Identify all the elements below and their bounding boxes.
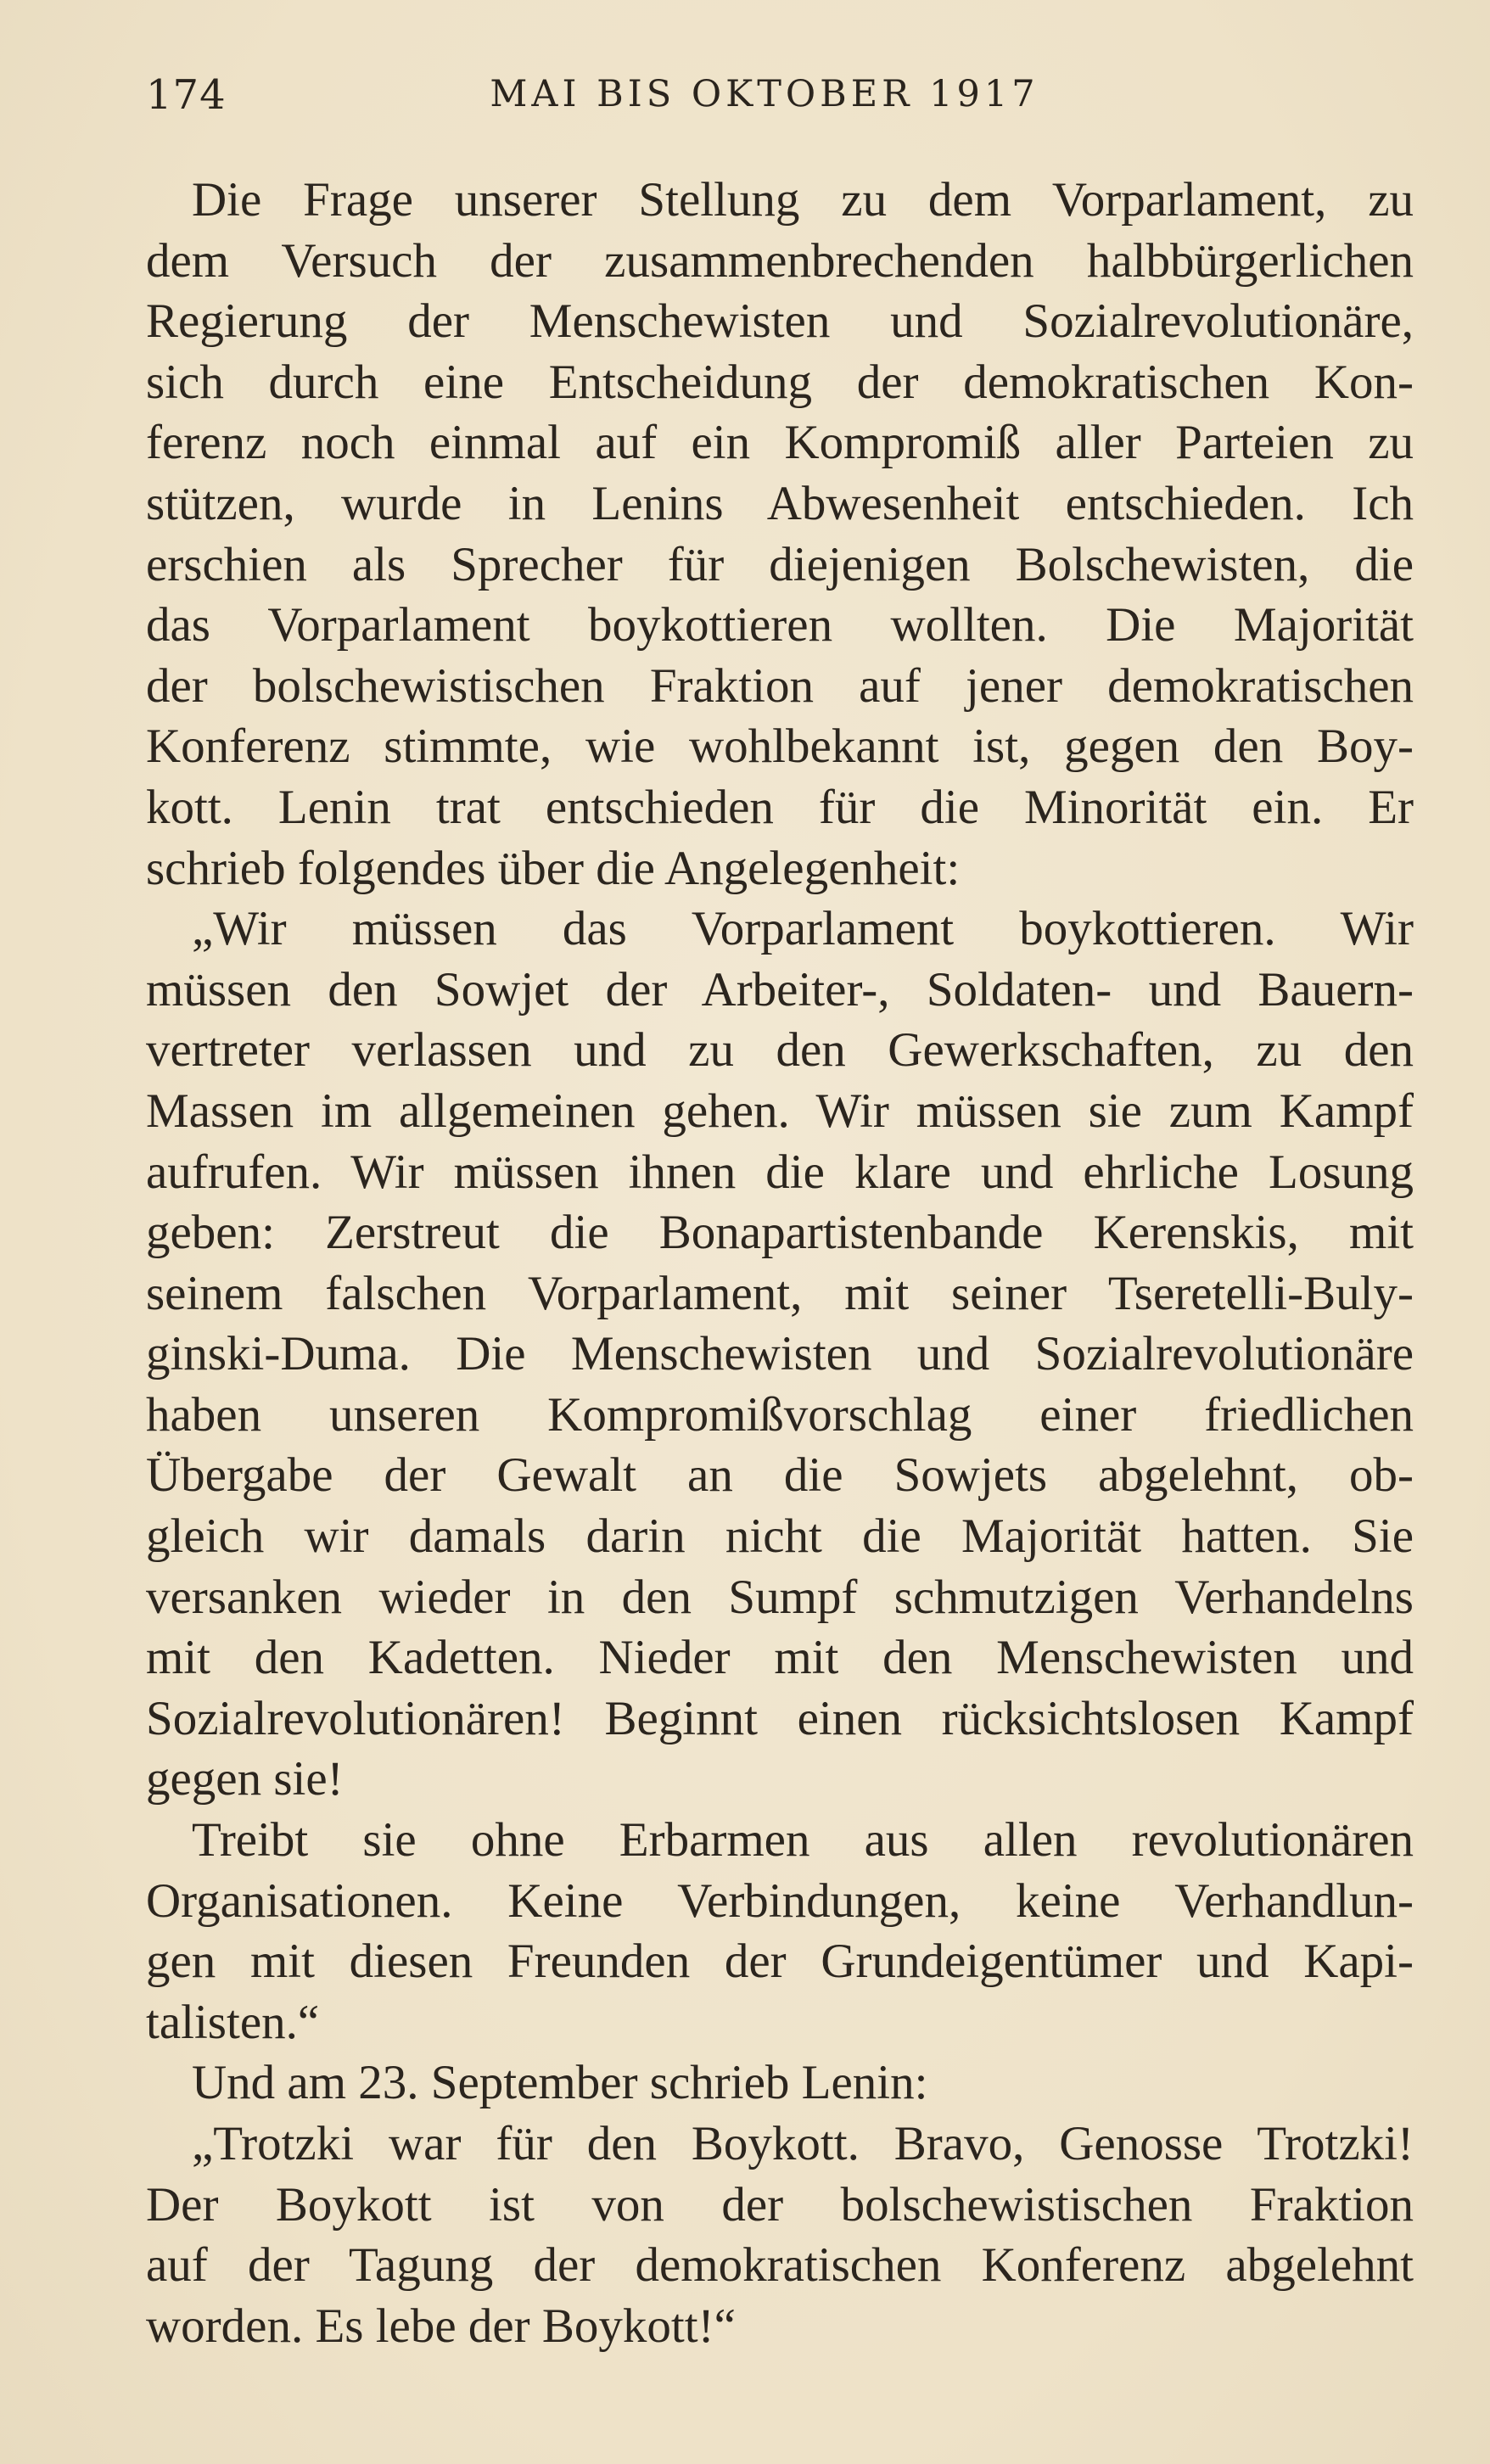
text-line: stützen, wurde in Lenins Abwesenheit entschieden. Ich: [146, 476, 1414, 530]
text-line: ginski-Duma. Die Menschewisten und Sozialrevolutionäre: [146, 1327, 1414, 1381]
body-text: [146, 170, 1419, 2356]
text-line: Übergabe der Gewalt an die Sowjets abgelehnt, ob-: [146, 1448, 1414, 1503]
text-line: Regierung der Menschewisten und Sozialrevolutionäre,: [146, 294, 1414, 349]
text-line: müssen den Sowjet der Arbeiter-, Soldaten- und Bauern-: [146, 962, 1414, 1016]
text-line: haben unseren Kompromißvorschlag einer friedlichen: [146, 1387, 1414, 1442]
text-line: seinem falschen Vorparlament, mit seiner Tseretelli-Buly-: [146, 1266, 1414, 1320]
text-line: Und am 23. September schrieb Lenin:: [192, 2056, 928, 2110]
text-line: das Vorparlament boykottieren wollten. Die Majorität: [146, 598, 1414, 652]
text-line: „Wir müssen das Vorparlament boykottieren. Wir: [192, 902, 1414, 956]
text-line: schrieb folgendes über die Angelegenheit:: [146, 841, 961, 895]
text-line: „Trotzki war für den Boykott. Bravo, Genosse Trotzki!: [192, 2117, 1414, 2170]
text-line: gleich wir damals darin nicht die Majorität hatten. Sie: [146, 1509, 1414, 1564]
text-line: Organisationen. Keine Verbindungen, keine Verhandlun-: [146, 1873, 1414, 1928]
text-line: geben: Zerstreut die Bonapartistenbande Kerenskis, mit: [146, 1206, 1414, 1260]
text-line: vertreter verlassen und zu den Gewerkschaften, zu den: [146, 1023, 1414, 1078]
text-line: auf der Tagung der demokratischen Konferenz abgelehnt: [146, 2238, 1414, 2293]
running-title: MAI BIS OKTOBER 1917: [490, 73, 1039, 115]
page-number: 174: [146, 71, 227, 119]
text-line: versanken wieder in den Sumpf schmutzigen Verhandelns: [146, 1570, 1414, 1624]
text-line: gen mit diesen Freunden der Grundeigentümer und Kapi-: [146, 1935, 1414, 1989]
text-line: gegen sie!: [146, 1752, 344, 1806]
text-line: kott. Lenin trat entschieden für die Minorität ein. Er: [146, 780, 1414, 834]
page-header: [146, 66, 1329, 126]
text-line: mit den Kadetten. Nieder mit den Menschewisten und: [146, 1631, 1414, 1685]
text-line: ferenz noch einmal auf ein Kompromiß aller Parteien zu: [146, 416, 1414, 470]
text-line: der bolschewistischen Fraktion auf jener demokratischen: [146, 658, 1414, 713]
text-line: dem Versuch der zusammenbrechenden halbbürgerlichen: [146, 233, 1414, 288]
text-line: Konferenz stimmte, wie wohlbekannt ist, gegen den Boy-: [146, 720, 1414, 774]
text-line: worden. Es lebe der Boykott!“: [146, 2299, 736, 2353]
text-line: Sozialrevolutionären! Beginnt einen rücksichtslosen Kampf: [146, 1691, 1414, 1745]
text-line: Treibt sie ohne Erbarmen aus allen revolutionären: [192, 1813, 1414, 1868]
text-line: Die Frage unserer Stellung zu dem Vorparlament, zu: [192, 173, 1414, 227]
text-line: aufrufen. Wir müssen ihnen die klare und ehrliche Losung: [146, 1145, 1414, 1199]
text-line: Der Boykott ist von der bolschewistischen Fraktion: [146, 2177, 1414, 2232]
text-line: erschien als Sprecher für diejenigen Bolschewisten, die: [146, 537, 1414, 591]
text-line: talisten.“: [146, 1995, 320, 2049]
text-line: Massen im allgemeinen gehen. Wir müssen sie zum Kampf: [146, 1084, 1414, 1138]
text-line: sich durch eine Entscheidung der demokratischen Kon-: [146, 355, 1414, 409]
